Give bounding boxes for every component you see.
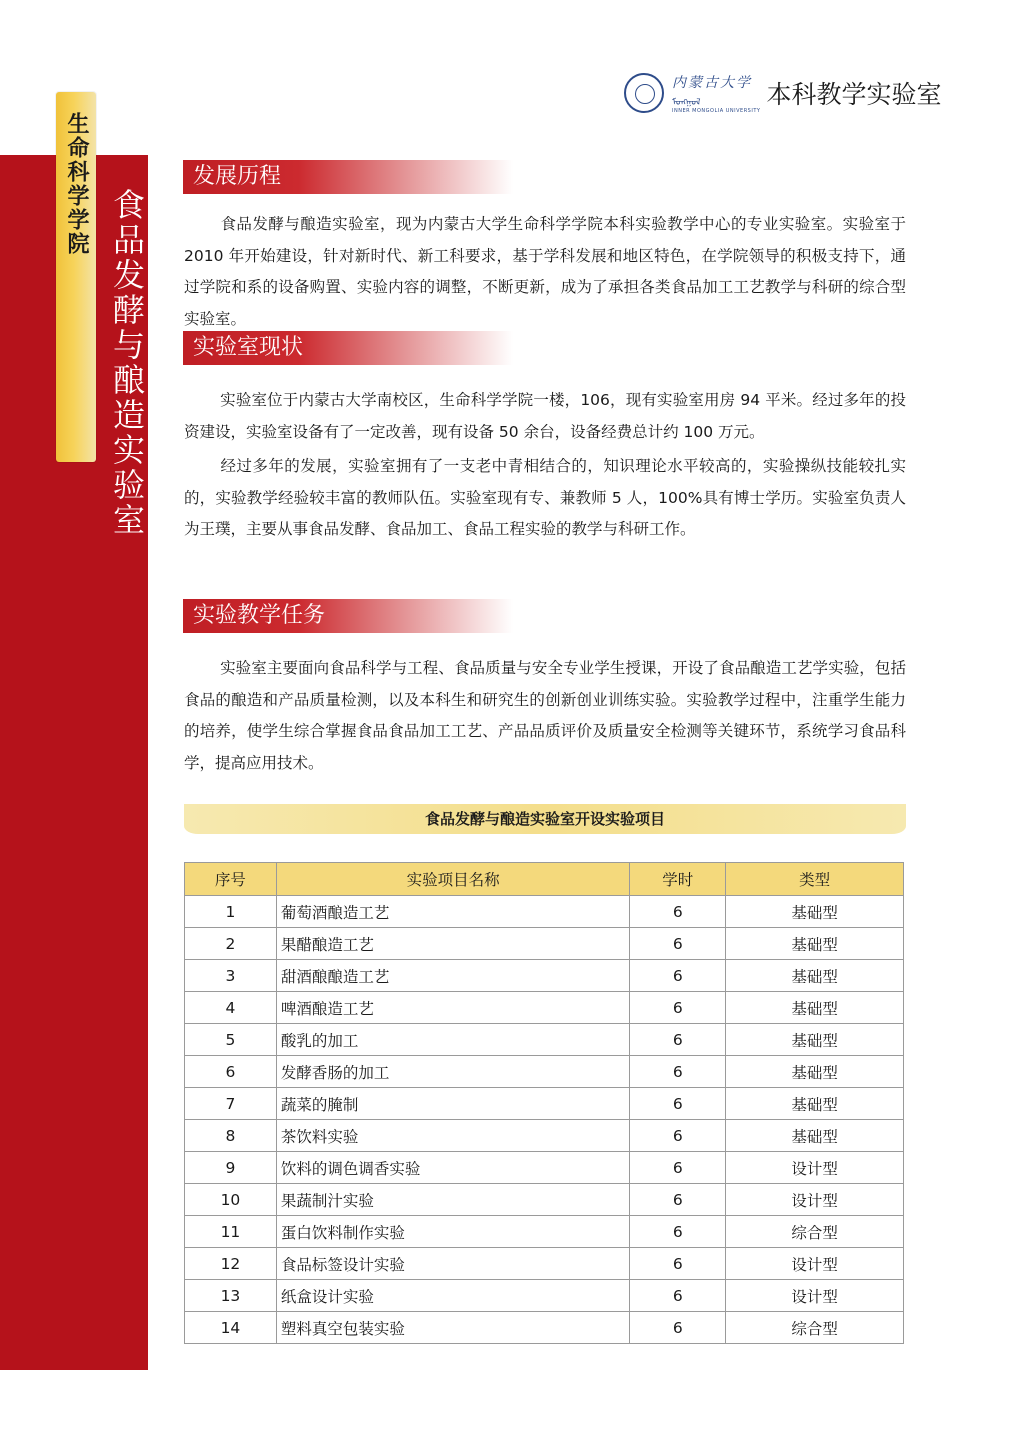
cell-index: 12 (185, 1248, 277, 1280)
cell-index: 3 (185, 960, 277, 992)
table-row (185, 1088, 904, 1120)
table-row (185, 1120, 904, 1152)
university-wordmark (672, 72, 760, 114)
table-row (185, 1184, 904, 1216)
cell-type: 基础型 (726, 1120, 904, 1152)
experiment-table (184, 862, 904, 1344)
col-header-name: 实验项目名称 (276, 863, 629, 896)
cell-name: 果醋酿造工艺 (276, 928, 629, 960)
cell-type: 基础型 (726, 1024, 904, 1056)
paragraph: 经过多年的发展，实验室拥有了一支老中青相结合的，知识理论水平较高的，实验操纵技能较扎实的，实验教学经验较丰富的教师队伍。实验室现有专、兼教师 5 人，100%具有博士学历。实验室负责人为王璞，主要从事食品发酵、食品加工、食品工程实验的教学与科研工作。 (184, 457, 906, 538)
wordmark-chinese: 内蒙古大学 (672, 75, 752, 91)
table-row (185, 992, 904, 1024)
cell-type: 基础型 (726, 1056, 904, 1088)
cell-hours: 6 (630, 960, 726, 992)
cell-index: 5 (185, 1024, 277, 1056)
cell-type: 设计型 (726, 1184, 904, 1216)
cell-type: 基础型 (726, 928, 904, 960)
table-row (185, 1280, 904, 1312)
cell-index: 4 (185, 992, 277, 1024)
cell-index: 7 (185, 1088, 277, 1120)
paragraph: 实验室主要面向食品科学与工程、食品质量与安全专业学生授课，开设了食品酿造工艺学实验，包括食品的酿造和产品质量检测，以及本科生和研究生的创新创业训练实验。实验教学过程中，注重学生能力的培养，使学生综合掌握食品食品加工工艺、产品品质评价及质量安全检测等关键环节，系统学习食品科学，提高应用技术。 (184, 659, 906, 772)
cell-name: 啤酒酿造工艺 (276, 992, 629, 1024)
paragraph: 实验室位于内蒙古大学南校区，生命科学学院一楼，106，现有实验室用房 94 平米。经过多年的投资建设，实验室设备有了一定改善，现有设备 50 余台，设备经费总计约 100 万元。 (184, 391, 906, 441)
section-tasks-text (184, 653, 906, 779)
section-history-text (184, 209, 906, 335)
cell-index: 14 (185, 1312, 277, 1344)
cell-name: 食品标签设计实验 (276, 1248, 629, 1280)
cell-name: 纸盒设计实验 (276, 1280, 629, 1312)
university-seal-icon (624, 73, 664, 113)
cell-name: 果蔬制汁实验 (276, 1184, 629, 1216)
table-row (185, 1024, 904, 1056)
cell-hours: 6 (630, 1024, 726, 1056)
page-title: 本科教学实验室 (766, 80, 942, 109)
cell-type: 基础型 (726, 960, 904, 992)
wordmark-english: INNER MONGOLIA UNIVERSITY (672, 108, 761, 114)
table-row (185, 1056, 904, 1088)
cell-index: 1 (185, 896, 277, 928)
cell-hours: 6 (630, 1056, 726, 1088)
col-header-type: 类型 (726, 863, 904, 896)
section-heading-status: 实验室现状 (183, 331, 513, 365)
table-header-row (185, 863, 904, 896)
cell-type: 基础型 (726, 1088, 904, 1120)
cell-index: 9 (185, 1152, 277, 1184)
table-row (185, 928, 904, 960)
col-header-index: 序号 (185, 863, 277, 896)
cell-index: 10 (185, 1184, 277, 1216)
paragraph: 食品发酵与酿造实验室，现为内蒙古大学生命科学学院本科实验教学中心的专业实验室。实验室于 2010 年开始建设，针对新时代、新工科要求，基于学科发展和地区特色，在学院领导的积极支持下，通过学院和系的设备购置、实验内容的调整，不断更新，成为了承担各类食品加工工艺教学与科研的综合型实验室。 (184, 215, 906, 328)
university-logo (624, 70, 941, 116)
cell-hours: 6 (630, 1088, 726, 1120)
cell-type: 设计型 (726, 1152, 904, 1184)
col-header-hours: 学时 (630, 863, 726, 896)
cell-name: 葡萄酒酿造工艺 (276, 896, 629, 928)
cell-name: 甜酒酿酿造工艺 (276, 960, 629, 992)
table-row (185, 1248, 904, 1280)
cell-index: 2 (185, 928, 277, 960)
cell-type: 设计型 (726, 1280, 904, 1312)
cell-name: 塑料真空包装实验 (276, 1312, 629, 1344)
table-row (185, 896, 904, 928)
department-name: 生命科学学院 (64, 112, 89, 256)
cell-hours: 6 (630, 928, 726, 960)
lab-name-vertical: 食品发酵与酿造实验室 (108, 188, 146, 538)
table-caption: 食品发酵与酿造实验室开设实验项目 (184, 804, 906, 834)
section-status-text-2 (184, 451, 906, 546)
section-heading-history: 发展历程 (183, 160, 513, 194)
cell-name: 茶饮料实验 (276, 1120, 629, 1152)
cell-type: 基础型 (726, 896, 904, 928)
cell-name: 酸乳的加工 (276, 1024, 629, 1056)
cell-hours: 6 (630, 896, 726, 928)
cell-name: 蔬菜的腌制 (276, 1088, 629, 1120)
section-status-text-1 (184, 385, 906, 448)
table-row (185, 1312, 904, 1344)
cell-type: 综合型 (726, 1312, 904, 1344)
table-row (185, 1216, 904, 1248)
cell-hours: 6 (630, 1280, 726, 1312)
wordmark-mongolian: ᠮᠣᠩᠭᠣᠯ (672, 98, 701, 108)
cell-index: 6 (185, 1056, 277, 1088)
cell-name: 饮料的调色调香实验 (276, 1152, 629, 1184)
cell-hours: 6 (630, 1216, 726, 1248)
cell-hours: 6 (630, 1120, 726, 1152)
cell-hours: 6 (630, 992, 726, 1024)
cell-name: 发酵香肠的加工 (276, 1056, 629, 1088)
cell-type: 设计型 (726, 1248, 904, 1280)
table-row (185, 1152, 904, 1184)
cell-index: 13 (185, 1280, 277, 1312)
section-heading-tasks: 实验教学任务 (183, 599, 513, 633)
cell-type: 基础型 (726, 992, 904, 1024)
cell-hours: 6 (630, 1312, 726, 1344)
cell-type: 综合型 (726, 1216, 904, 1248)
table-row (185, 960, 904, 992)
cell-hours: 6 (630, 1248, 726, 1280)
cell-name: 蛋白饮料制作实验 (276, 1216, 629, 1248)
cell-hours: 6 (630, 1184, 726, 1216)
cell-hours: 6 (630, 1152, 726, 1184)
cell-index: 11 (185, 1216, 277, 1248)
cell-index: 8 (185, 1120, 277, 1152)
